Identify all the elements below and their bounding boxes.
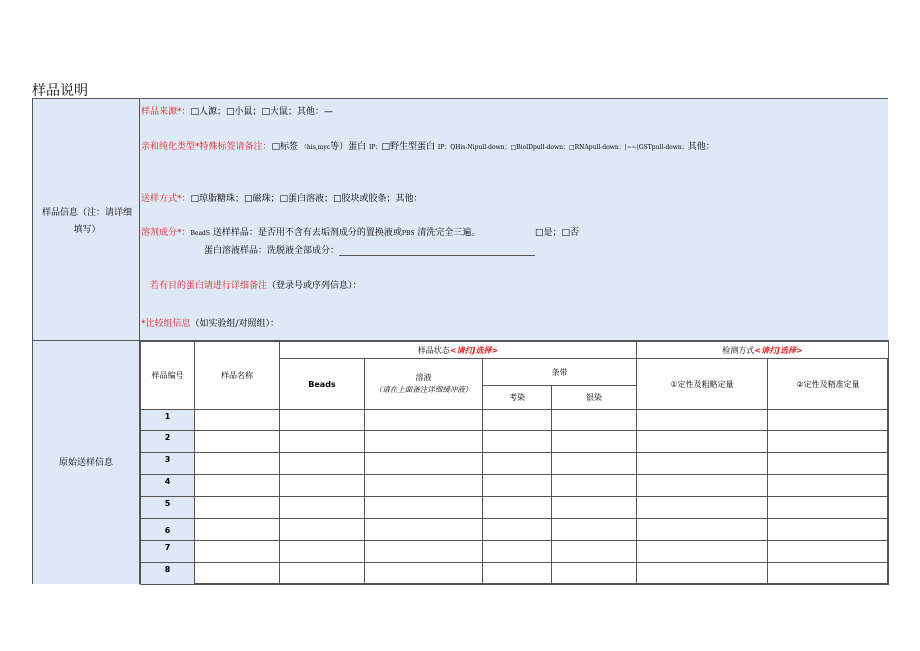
silver-header: 银染: [552, 386, 637, 410]
original-info-label-cell: [33, 341, 140, 584]
comparison-group-label: *比较组信息: [141, 319, 191, 329]
sample-sheet: [32, 98, 888, 584]
sample-info-label: 样品信息（注：请详细填写）: [41, 208, 132, 235]
qual-rough-header: ①定性及粗略定量: [637, 359, 768, 410]
pulldown-options[interactable]: IP；QHis-Nipull-down；□BiolDpull-down；□RNApull-down；|~~|GSTpull-down；: [437, 144, 688, 151]
table-row: 8: [141, 563, 889, 585]
eluent-input[interactable]: [339, 246, 535, 256]
table-row: 6: [141, 519, 889, 541]
sample-source-line: [141, 104, 333, 117]
target-protein-line: 若有目的蛋白请进行详细备注（登录号或序列信息）：: [150, 281, 362, 291]
sample-state-header: 样品状态<请打J选择>: [280, 342, 637, 359]
table-row: 2: [141, 431, 889, 453]
sample-table: [140, 341, 889, 585]
detect-method-header: 检测方式<请打J选择>: [637, 342, 889, 359]
sample-source-options[interactable]: □人源；□小鼠；□大鼠；其他：—: [190, 107, 334, 117]
page-title: 样品说明: [32, 83, 88, 99]
sample-info-fields: [140, 99, 888, 340]
tag-option[interactable]: □标签: [271, 142, 299, 152]
sample-source-label: 样品来源*：: [141, 107, 191, 117]
original-info-label: 原始送样信息: [58, 458, 113, 468]
detect-hint: <请打J选择>: [754, 345, 803, 355]
delivery-method-label: 送样方式*：: [141, 194, 191, 204]
target-protein-label: 若有目的蛋白请进行详细备注: [150, 281, 268, 291]
delivery-method-line: [141, 191, 423, 204]
delivery-method-options[interactable]: □琼脂糖珠；□磁珠；□蛋白溶液；□胶块或胶条；其他：: [190, 194, 423, 204]
sample-name-header: 样品名称: [195, 342, 280, 410]
sample-info-section: [33, 99, 889, 341]
solvent-line: 溶剂成分*：BeadS 送样样品：是否用不含有去垢剂成分的置换液或PBS 清洗完全三遍。: [141, 228, 481, 238]
table-row: 7: [141, 541, 889, 563]
eluent-line: 蛋白溶液样品：洗脱液全部成分：: [204, 243, 535, 256]
strip-header: 条带: [483, 359, 637, 386]
sample-no-header: 样品编号: [141, 342, 195, 410]
coomassie-header: 考染: [483, 386, 552, 410]
table-row: 1: [141, 410, 889, 431]
affinity-type-label: 亲和纯化类型*特殊标签请备注：: [141, 142, 272, 152]
state-hint: <请打J选择>: [449, 345, 499, 355]
wildtype-option[interactable]: □野生型蛋白: [381, 142, 435, 152]
comparison-group-line: *比较组信息（如实验组/对照组）：: [141, 319, 280, 329]
qual-precise-header: ②定性及精准定量: [768, 359, 889, 410]
solution-note: （请在上面备注详细缓冲液）: [374, 385, 473, 394]
solvent-label: 溶剂成分*：: [141, 228, 191, 238]
solution-header: 溶液 （请在上面备注详细缓冲液）: [365, 359, 483, 410]
affinity-type-line: 亲和纯化类型*特殊标签请备注：□标签 （his,myc等）蛋白 IP；□野生型蛋白 IP；QHis-Nipull-down；□BiolDpull-down；□RNApull-down；|~~|GSTpull-down；其他：: [141, 142, 715, 152]
table-row: 5: [141, 497, 889, 519]
table-row: 4: [141, 475, 889, 497]
table-row: 3: [141, 453, 889, 475]
original-info-section: [33, 341, 889, 584]
sample-info-label-cell: [33, 99, 140, 340]
beads-header: Beads: [280, 359, 365, 410]
yes-no-options[interactable]: □是；□否: [535, 228, 580, 238]
